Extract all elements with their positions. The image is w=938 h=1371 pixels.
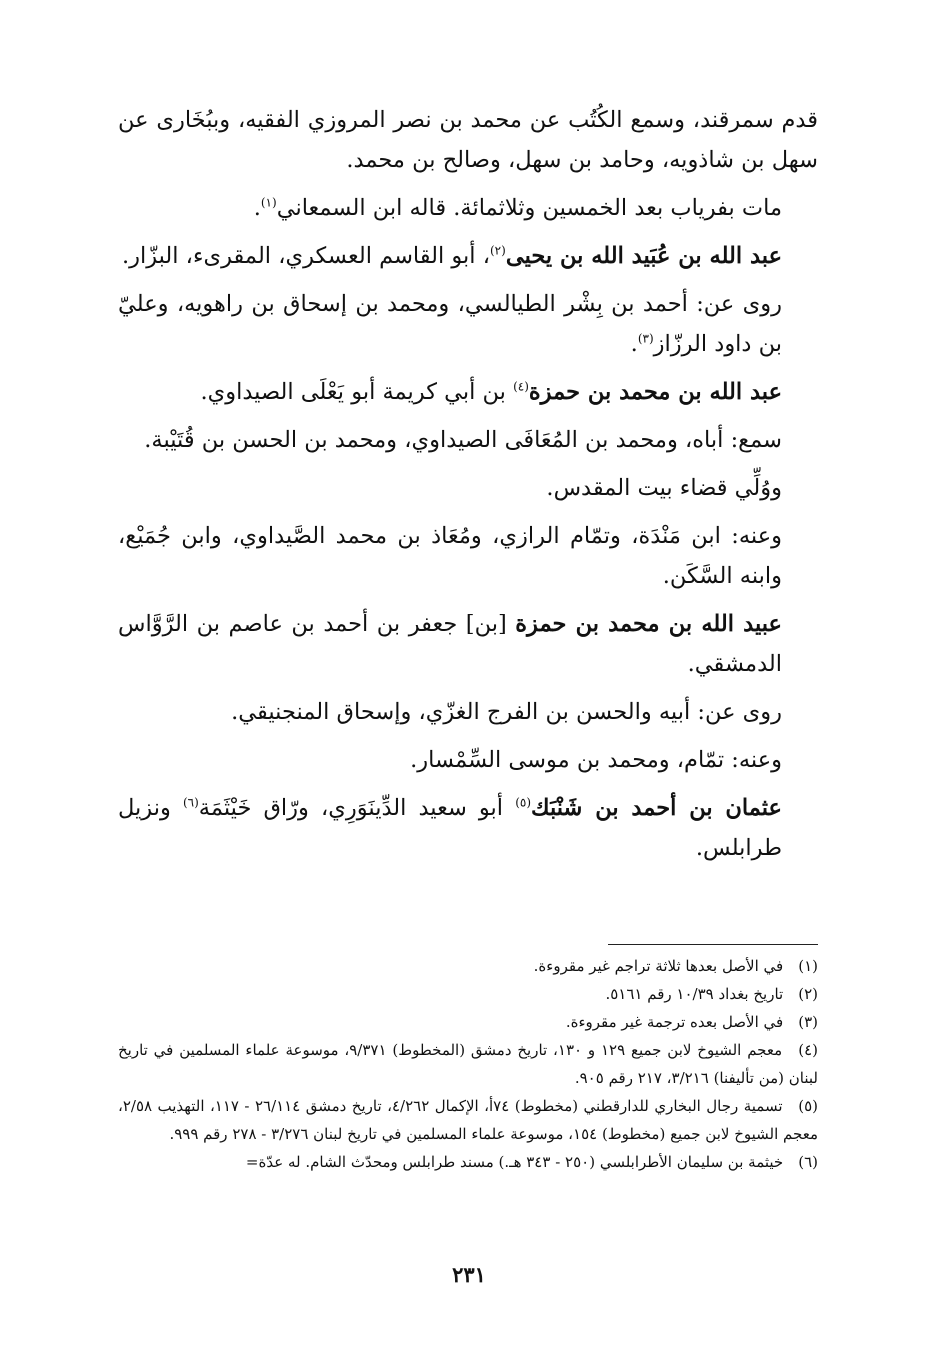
footnotes <box>118 952 818 1176</box>
footnote-text: في الأصل بعده ترجمة غير مقروءة. <box>565 1013 784 1031</box>
footnote <box>118 952 818 980</box>
footnote-number: (٥) <box>798 1097 818 1115</box>
footnote-text: تاريخ بغداد ١٠/٣٩ رقم ٥١٦١. <box>605 985 784 1003</box>
footnote-ref: (٤) <box>513 379 529 394</box>
footnote-number: (٦) <box>798 1153 818 1171</box>
paragraph <box>118 468 818 508</box>
text: وعنه: ابن مَنْدَة، وتمّام الرازي، ومُعَاذ بن محمد الصَّيداوي، وابن جُمَيْع، وابنه السَّكَن. <box>118 523 782 589</box>
paragraph <box>118 516 818 596</box>
text: ، أبو القاسم العسكري، المقرىء، البزّار. <box>121 243 490 269</box>
footnote-text: معجم الشيوخ لابن جميع ١٢٩ و ١٣٠، تاريخ دمشق (المخطوط) ٩/٣٧١، موسوعة علماء المسلمين في تاريخ لبنان (من تأليفنا) ٣/٢١٦، ٢١٧ رقم ٩٠٥. <box>118 1041 818 1087</box>
paragraph <box>118 100 818 180</box>
paragraph <box>118 420 818 460</box>
text: روى عن: أحمد بن بِشْر الطيالسي، ومحمد بن إسحاق بن راهويه، وعليّ بن داود الرزّاز <box>118 291 782 357</box>
biography-entry <box>118 604 818 684</box>
footnote-divider <box>608 944 818 945</box>
paragraph <box>118 692 818 732</box>
text: سمع: أباه، ومحمد بن المُعَافَى الصيداوي، ومحمد بن الحسن بن قُتَيْبة. <box>144 427 782 453</box>
entry-name: عبد الله بن محمد بن حمزة <box>528 379 782 405</box>
footnote <box>118 1008 818 1036</box>
footnote-number: (٤) <box>798 1041 818 1059</box>
text: مات بفرياب بعد الخمسين وثلاثمائة. قاله ابن السمعاني <box>276 195 782 221</box>
text: بن أبي كريمة أبو يَعْلَى الصيداوي. <box>200 379 514 405</box>
text: أبو سعيد الدِّينَوَرِي، ورّاق خَيْثَمَة <box>198 795 516 821</box>
entry-name: عثمان بن أحمد بن شَنْبَك <box>531 795 782 821</box>
footnote-number: (٣) <box>798 1013 818 1031</box>
biography-entry <box>118 372 818 412</box>
footnote <box>118 1092 818 1148</box>
paragraph <box>118 188 818 228</box>
biography-entry <box>118 788 818 868</box>
text: وعنه: تمّام، ومحمد بن موسى السِّمْسار. <box>410 747 782 773</box>
footnote-ref: (٦) <box>182 795 199 810</box>
footnote <box>118 1036 818 1092</box>
footnote <box>118 980 818 1008</box>
footnote-number: (١) <box>798 957 818 975</box>
footnote-ref: (١) <box>260 195 277 210</box>
text: . <box>630 331 638 357</box>
text-line: قدم سمرقند، وسمع الكُتُب عن محمد بن نصر المروزي الفقيه، <box>237 107 818 133</box>
text: [بن] جعفر بن أحمد بن عاصم بن الرَّوَّاس الدمشقي. <box>118 611 782 677</box>
footnote-text: خيثمة بن سليمان الأطرابلسي (٢٥٠ - ٣٤٣ هـ.) مسند طرابلس ومحدّث الشام. له عدّة= <box>245 1153 784 1171</box>
footnote-text: في الأصل بعدها ثلاثة تراجم غير مقروءة. <box>533 957 784 975</box>
entry-name: عبد الله بن عُبَيد الله بن يحيى <box>505 243 782 269</box>
page-number: ٢٣١ <box>452 1262 486 1287</box>
footnote-ref: (٢) <box>489 243 506 258</box>
main-text <box>118 100 818 876</box>
paragraph <box>118 740 818 780</box>
footnote-text: تسمية رجال البخاري للدارقطني (مخطوط) ٧٤أ، الإكمال ٤/٢٦٢، تاريخ دمشق ٢٦/١١٤ - ١١٧، التهذيب ٢/٥٨، معجم الشيوخ لابن جميع (مخطوط) ١٥٤، موسوعة علماء المسلمين في تاريخ لبنان ٣/٢٧٦ - ٢٧٨ رقم ٩٩٩. <box>118 1097 818 1143</box>
biography-entry <box>118 236 818 276</box>
footnote-ref: (٣) <box>637 331 654 346</box>
entry-name: عبيد الله بن محمد بن حمزة <box>515 611 782 637</box>
text: ونزيل طرابلس. <box>118 795 782 861</box>
footnote <box>118 1148 818 1176</box>
text-line: وببُخَارى عن سهل بن شاذويه، وحامد بن سهل، وصالح بن محمد. <box>118 107 818 173</box>
footnote-ref: (٥) <box>515 795 532 810</box>
paragraph <box>118 284 818 364</box>
text: . <box>253 195 261 221</box>
text: ووُلِّي قضاء بيت المقدس. <box>546 475 782 501</box>
footnote-number: (٢) <box>798 985 818 1003</box>
text: روى عن: أبيه والحسن بن الفرج الغزّي، وإسحاق المنجنيقي. <box>231 699 782 725</box>
